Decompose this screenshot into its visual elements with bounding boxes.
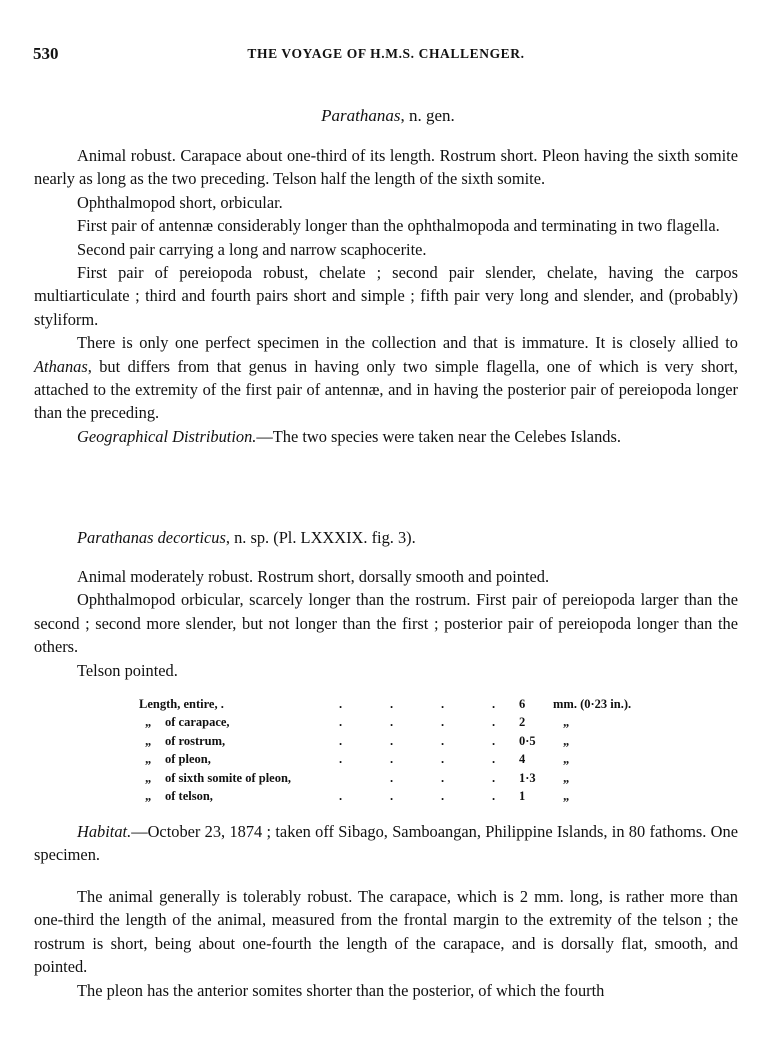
running-title: THE VOYAGE OF H.M.S. CHALLENGER.: [247, 46, 525, 61]
paragraph: There is only one perfect specimen in the collection and that is immature. It is closely allied to Athanas, but differs from that genus in having only two simple flagella, one of which is very short, attached to the extremity of the first pair of antennæ, and in having the posterior pair of pereiopoda longer than the preceding.: [34, 333, 738, 423]
measurements-table: [139, 695, 683, 806]
genus-heading: Parathanas, n. gen.: [321, 106, 455, 125]
leader-dots: . . . .: [338, 696, 496, 711]
paragraph: Second pair carrying a long and narrow scaphocerite.: [77, 239, 427, 259]
leader-dots: . . . .: [338, 752, 496, 767]
species-heading: Parathanas decorticus, n. sp. (Pl. LXXXIX. fig. 3).: [77, 528, 416, 547]
paragraph: Animal robust. Carapace about one-third of its length. Rostrum short. Pleon having the sixth somite nearly as long as the two preceding. Telson half the length of the sixth somite.: [34, 146, 738, 189]
table-row: „ of rostrum, . . . . 0·5 „: [139, 732, 683, 751]
table-row: Length, entire, . . . . . 6 mm. (0·23 in.).: [139, 695, 683, 714]
paragraph: The animal generally is tolerably robust. The carapace, which is 2 mm. long, is rather more than one-third the length of the animal, measured from the frontal margin to the extremity of the telson ; the rostrum is short, being about one-fourth the length of the carapace, and is dorsally flat, smooth, and pointed.: [34, 887, 738, 977]
paragraph: First pair of antennæ considerably longer than the ophthalmopoda and terminating in two flagella.: [77, 216, 720, 236]
paragraph: Ophthalmopod orbicular, scarcely longer than the rostrum. First pair of pereiopoda larger than the second ; second more slender, but not longer than the first ; posterior pair of pereiopoda longer than the others.: [34, 590, 738, 657]
paragraph: First pair of pereiopoda robust, chelate ; second pair slender, chelate, having the carpos multiarticulate ; third and fourth pairs short and simple ; fifth pair very long and slender, and (probably) styliform.: [34, 263, 738, 329]
table-row: „ of carapace, . . . . 2 „: [139, 714, 683, 733]
paragraph: Animal moderately robust. Rostrum short, dorsally smooth and pointed.: [77, 567, 550, 586]
paragraph: The pleon has the anterior somites shorter than the posterior, of which the fourth: [77, 980, 605, 1000]
leader-dots: . . .: [389, 770, 496, 785]
distribution-paragraph: Geographical Distribution.—The two species were taken near the Celebes Islands.: [77, 426, 621, 446]
table-row: „ of sixth somite of pleon, . . . 1·3 „: [139, 769, 683, 788]
running-head: [33, 44, 739, 66]
species-diagnosis: [34, 565, 738, 682]
habitat-paragraph-block: [34, 820, 738, 867]
genus-name: Parathanas: [321, 106, 401, 125]
page-number: 530: [33, 44, 59, 63]
leader-dots: . . . .: [338, 733, 496, 748]
species-name: Parathanas decorticus: [77, 528, 226, 547]
paragraph: Telson pointed.: [77, 660, 178, 680]
paragraph: Ophthalmopod short, orbicular.: [77, 192, 283, 212]
leader-dots: . . . .: [338, 789, 496, 804]
species-description: [34, 885, 738, 1002]
leader-dots: . . . .: [338, 715, 496, 730]
genus-description: [34, 144, 738, 448]
habitat-paragraph: Habitat.—October 23, 1874 ; taken off Sibago, Samboangan, Philippine Islands, in 80 fathoms. One specimen.: [34, 822, 738, 865]
table-row: „ of pleon, . . . . 4 „: [139, 751, 683, 770]
table-row: „ of telson, . . . . 1 „: [139, 788, 683, 807]
